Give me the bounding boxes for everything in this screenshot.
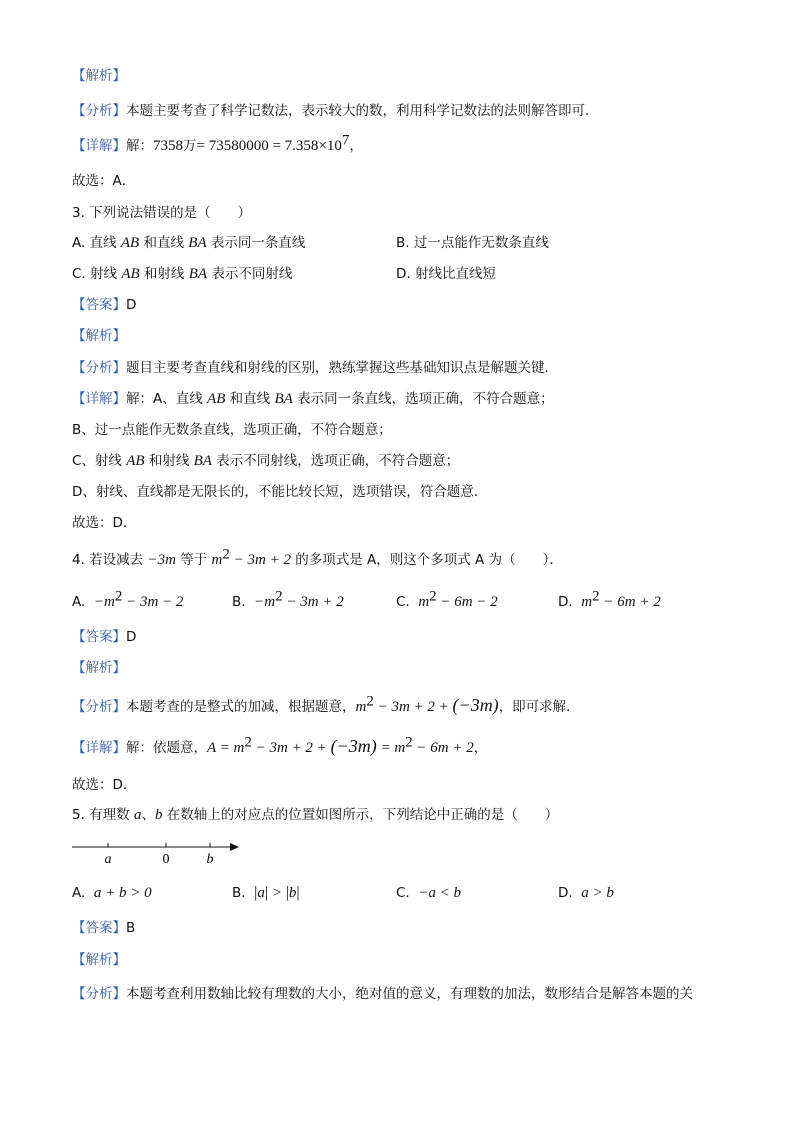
q5-opt-a-expr: a + b > 0 [93, 885, 152, 901]
number-line-arrow-icon [230, 843, 239, 851]
q3-opt-c-m2: BA [188, 266, 208, 282]
q3-xiangjie-4: D、射线、直线都是无限长的，不能比较长短，选项错误，符合题意． [72, 484, 488, 500]
q2-fenxi-text: 本题主要考查了科学记数法，表示较大的数，利用科学记数法的法则解答即可． [126, 103, 599, 119]
q4-opt-d-sq: 2 [592, 588, 600, 605]
q3-conclusion: 故选：D． [72, 515, 137, 531]
tag-fenxi-label: 【分析】 [72, 103, 126, 119]
q3-d1-m2: BA [274, 391, 293, 407]
q3-d3-m1: AB [126, 453, 145, 469]
q2-expr-b: = 73580000 = 7.358×10 [196, 138, 342, 154]
tag-jiexi-label: 【解析】 [72, 68, 126, 84]
q2-wan: 万 [183, 138, 197, 154]
q4-opt-c-sq: 2 [429, 588, 437, 605]
q3-opt-a-m2: BA [188, 235, 207, 251]
q5-stem-b: b [154, 807, 163, 823]
q4-xj-sq2: 2 [405, 734, 413, 751]
q4-opt-d-label: D. [558, 594, 573, 610]
q3-d3-pre: C、射线 [72, 453, 127, 469]
q4-option-b [232, 588, 344, 612]
q5-opt-d-expr: a > b [581, 885, 614, 901]
q4-stem-sq: 2 [222, 546, 230, 563]
q4-fenxi-sq: 2 [366, 693, 374, 710]
q3-opt-c-pre: C. 射线 [72, 266, 122, 282]
q4-xj-paren: (−3m) [330, 736, 377, 756]
q4-option-d [558, 588, 661, 612]
q4-opt-b-sq: 2 [275, 588, 283, 605]
q4-answer-value: D [126, 629, 137, 645]
label-a: a [104, 852, 112, 867]
q3-option-b: B. 过一点能作无数条直线 [396, 235, 549, 251]
tag-fenxi-label: 【分析】 [72, 699, 126, 715]
q5-opt-b-a: a [257, 885, 265, 901]
q5-stem-sep: 、 [141, 807, 155, 823]
q3-opt-c-post: 表示不同射线 [207, 266, 293, 282]
q2-xiangjie [72, 132, 363, 156]
q4-xiangjie [72, 736, 487, 758]
q2-exp: 7 [341, 132, 350, 149]
q4-opt-c-rest: − 6m − 2 [436, 594, 498, 610]
q5-stem-pre: 5. 有理数 [72, 807, 134, 823]
q3-stem: 3. 下列说法错误的是（ ） [72, 205, 252, 221]
q4-fenxi-mb: − 3m + 2 + [373, 699, 453, 715]
q4-opt-a-rest: − 3m − 2 [122, 594, 184, 610]
q4-xj-a: A = m [207, 740, 245, 756]
q5-opt-b-b: b [288, 885, 297, 901]
q2-tail: ， [349, 138, 363, 154]
q4-opt-a-label: A. [72, 594, 86, 610]
q4-xj-pre: 解：依题意， [126, 740, 207, 756]
q4-stem [72, 546, 563, 570]
q2-fenxi [72, 101, 599, 121]
q3-d1-m1: AB [207, 391, 226, 407]
q4-stem-post: 的多项式是 A，则这个多项式 A 为（ ）． [290, 552, 563, 568]
q4-opt-a-sq: 2 [114, 588, 123, 605]
q4-answer [72, 627, 136, 647]
tag-daan-label: 【答案】 [72, 920, 126, 936]
q2-expr-a: 7358 [153, 138, 183, 154]
tag-jiexi-label: 【解析】 [72, 328, 126, 344]
label-0: 0 [162, 852, 170, 867]
q3-d1-post: 表示同一条直线，选项正确，不符合题意； [292, 391, 554, 407]
q5-stem [72, 805, 558, 825]
q5-option-c [396, 883, 461, 903]
q5-opt-b-gt: > [268, 885, 286, 901]
q5-answer [72, 918, 135, 938]
q4-opt-c-expr: m [418, 594, 430, 610]
q4-stem-pre: 4. 若设减去 [72, 552, 148, 568]
q3-d3-m2: BA [193, 453, 212, 469]
q3-d3-post: 表示不同射线，选项正确，不符合题意； [211, 453, 460, 469]
q4-xj-c: = m [376, 740, 406, 756]
q4-xj-d: − 6m + 2 [412, 740, 474, 756]
q4-stem-m2b: − 3m + 2 [229, 552, 291, 568]
q5-stem-a: a [133, 807, 142, 823]
q3-opt-a-m1: AB [120, 235, 140, 251]
q5-opt-d-label: D. [558, 885, 573, 901]
tag-xiangjie-label: 【详解】 [72, 138, 126, 154]
label-b: b [206, 852, 214, 867]
q4-fenxi-m: m [355, 699, 367, 715]
tag-daan-label: 【答案】 [72, 629, 126, 645]
q3-jiexi [72, 326, 126, 346]
q5-option-b: B. |a| > |b| [232, 884, 300, 901]
q2-xiangjie-prefix: 解： [126, 138, 153, 154]
q4-fenxi-paren: (−3m) [452, 695, 499, 715]
q4-stem-m2: m [211, 552, 223, 568]
q4-opt-d-expr: m [581, 594, 593, 610]
q5-opt-c-label: C. [396, 885, 410, 901]
q4-opt-d-rest: − 6m + 2 [599, 594, 661, 610]
q3-option-c [72, 264, 292, 284]
tag-jiexi-label: 【解析】 [72, 952, 126, 968]
q4-option-c [396, 588, 498, 612]
q4-conclusion: 故选：D． [72, 777, 137, 793]
tag-fenxi-label: 【分析】 [72, 360, 126, 376]
tag-xiangjie-label: 【详解】 [72, 391, 126, 407]
tag-jiexi-q2 [72, 66, 126, 86]
q5-fenxi-text: 本题考查利用数轴比较有理数的大小，绝对值的意义，有理数的加法，数形结合是解答本题的关 [126, 986, 693, 1002]
q2-conclusion: 故选：A． [72, 173, 136, 189]
q5-fenxi [72, 984, 693, 1004]
q3-opt-a-mid: 和直线 [139, 235, 189, 251]
q4-stem-m1: −3m [147, 552, 176, 568]
tag-jiexi-label: 【解析】 [72, 660, 126, 676]
q4-opt-b-label: B. [232, 594, 246, 610]
q3-d1-pre: 解：A、直线 [126, 391, 208, 407]
q5-opt-c-expr: −a < b [418, 885, 462, 901]
q5-opt-a-label: A. [72, 885, 86, 901]
q4-fenxi-post: ，即可求解． [498, 699, 580, 715]
number-line-figure [68, 836, 248, 870]
tag-daan-label: 【答案】 [72, 297, 126, 313]
q4-xj-sq1: 2 [244, 734, 252, 751]
q3-opt-c-m1: AB [121, 266, 140, 282]
q3-opt-a-post: 表示同一条直线 [206, 235, 306, 251]
tag-fenxi-label: 【分析】 [72, 986, 126, 1002]
q3-opt-a-pre: A. 直线 [72, 235, 121, 251]
q5-opt-b-label: B. [232, 885, 246, 901]
q4-stem-mid: 等于 [175, 552, 212, 568]
q4-xj-b: − 3m + 2 + [251, 740, 331, 756]
q5-answer-value: B [126, 920, 136, 936]
q3-option-a [72, 233, 305, 253]
q3-xiangjie-2: B、过一点能作无数条直线，选项正确，不符合题意； [72, 422, 392, 438]
q3-xiangjie-3 [72, 451, 459, 471]
q3-fenxi [72, 358, 558, 378]
q5-option-d [558, 883, 614, 903]
q4-fenxi-pre: 本题考查的是整式的加减，根据题意， [126, 699, 356, 715]
q4-opt-b-expr: −m [254, 594, 276, 610]
q4-opt-b-rest: − 3m + 2 [282, 594, 344, 610]
q3-answer [72, 295, 136, 315]
q4-opt-c-label: C. [396, 594, 410, 610]
q4-xj-post: ， [473, 740, 488, 756]
q5-stem-post: 在数轴上的对应点的位置如图所示，下列结论中正确的是（ ） [162, 807, 559, 823]
q5-jiexi [72, 950, 126, 970]
q3-option-d: D. 射线比直线短 [396, 266, 496, 282]
q3-d3-mid: 和射线 [144, 453, 194, 469]
tag-xiangjie-label: 【详解】 [72, 740, 126, 756]
q4-option-a [72, 588, 184, 612]
q4-opt-a-expr: −m [93, 594, 115, 610]
q3-d1-mid: 和直线 [225, 391, 275, 407]
q3-answer-value: D [126, 297, 137, 313]
q5-option-a [72, 883, 152, 903]
q3-opt-c-mid: 和射线 [139, 266, 189, 282]
q4-fenxi [72, 695, 580, 717]
q3-xiangjie-1 [72, 389, 554, 409]
q4-jiexi [72, 658, 126, 678]
q3-fenxi-text: 题目主要考查直线和射线的区别，熟练掌握这些基础知识点是解题关键． [126, 360, 558, 376]
